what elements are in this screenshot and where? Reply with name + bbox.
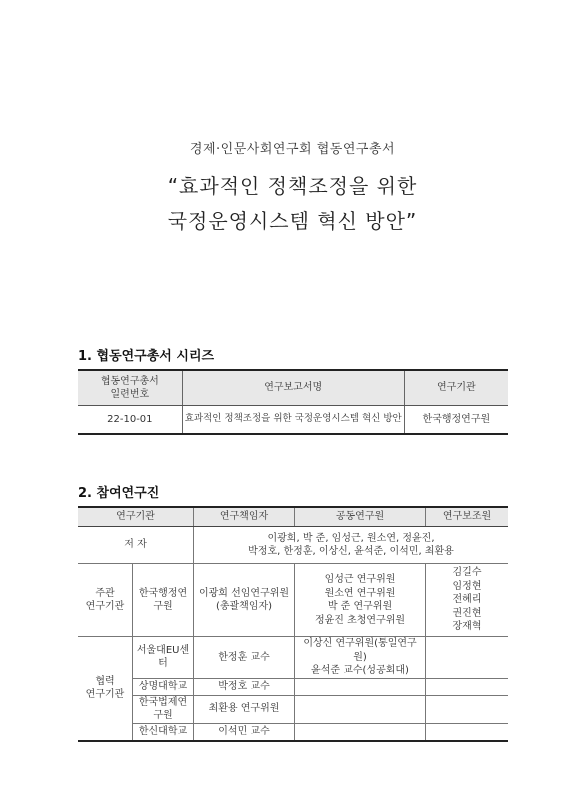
table-header-row <box>78 507 508 527</box>
collab-institution-row <box>78 723 508 741</box>
collab-principal-investigator: 한정훈 교수 <box>194 637 295 679</box>
collab-co-researchers <box>295 723 426 741</box>
collab-co-researchers: 이상신 연구위원(통일연구원) 윤석준 교수(성공회대) <box>295 637 426 679</box>
header-institution: 연구기관 <box>404 370 508 406</box>
series-table <box>78 369 508 435</box>
collab-institution-name: 한국법제연구원 <box>133 695 194 723</box>
collab-research-assistants <box>426 695 509 723</box>
collab-co-researchers <box>295 695 426 723</box>
collab-institution-row <box>78 637 508 679</box>
table-row <box>78 406 508 435</box>
lead-co-researchers: 임성근 연구위원 원소연 연구위원 박 준 연구위원 정윤진 초청연구위원 <box>295 564 426 637</box>
authors-label: 저 자 <box>78 527 194 564</box>
authors-row <box>78 527 508 564</box>
lead-institution-row <box>78 564 508 637</box>
section-heading-participants: 2. 참여연구진 <box>78 486 160 501</box>
header-report-name: 연구보고서명 <box>182 370 404 406</box>
collab-research-assistants <box>426 723 509 741</box>
collab-research-assistants <box>426 637 509 679</box>
collab-institution-group: 협력 연구기관 <box>78 637 133 741</box>
collab-principal-investigator: 이석민 교수 <box>194 723 295 741</box>
collab-co-researchers <box>295 678 426 695</box>
header-serial-number: 협동연구총서 일련번호 <box>78 370 182 406</box>
header-institution: 연구기관 <box>78 507 194 527</box>
collab-institution-row <box>78 695 508 723</box>
participants-table <box>78 506 508 742</box>
lead-principal-investigator: 이광희 선임연구위원 (총괄책임자) <box>194 564 295 637</box>
report-title-line-2: 국정운영시스템 혁신 방안” <box>167 209 418 233</box>
lead-institution-name: 한국행정연구원 <box>133 564 194 637</box>
section-heading-series: 1. 협동연구총서 시리즈 <box>78 349 215 364</box>
report-title-line-1: “효과적인 정책조정을 위한 <box>167 174 418 198</box>
series-name: 경제·인문사회연구회 협동연구총서 <box>189 142 396 157</box>
cell-serial-number: 22-10-01 <box>107 413 153 425</box>
collab-principal-investigator: 박정호 교수 <box>194 678 295 695</box>
collab-research-assistants <box>426 678 509 695</box>
authors-list: 이광희, 박 준, 임성근, 원소연, 정윤진, 박정호, 한정훈, 이상신, 윤석준, 이석민, 최환용 <box>194 527 509 564</box>
lead-institution-group: 주관 연구기관 <box>78 564 133 637</box>
collab-principal-investigator: 최환용 연구위원 <box>194 695 295 723</box>
table-header-row <box>78 370 508 406</box>
collab-institution-row <box>78 678 508 695</box>
cell-institution: 한국행정연구원 <box>404 406 508 435</box>
collab-institution-name: 상명대학교 <box>133 678 194 695</box>
collab-institution-name: 한신대학교 <box>133 723 194 741</box>
header-co-researchers: 공동연구원 <box>295 507 426 527</box>
collab-institution-name: 서울대EU센터 <box>133 637 194 679</box>
header-research-assistants: 연구보조원 <box>426 507 509 527</box>
lead-research-assistants: 김길수 임정현 전혜리 권진현 장재혁 <box>426 564 509 637</box>
cell-report-name: 효과적인 정책조정을 위한 국정운영시스템 혁신 방안 <box>182 406 404 435</box>
header-principal-investigator: 연구책임자 <box>194 507 295 527</box>
